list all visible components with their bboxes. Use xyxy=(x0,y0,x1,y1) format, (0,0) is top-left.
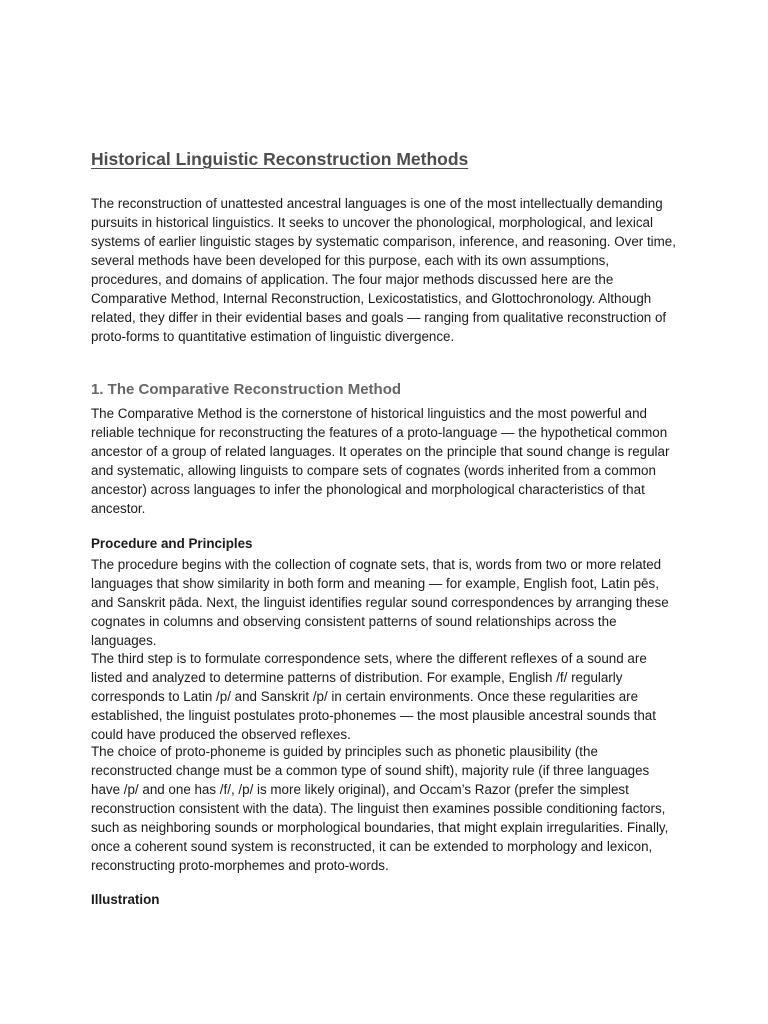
intro-paragraph: The reconstruction of unattested ancestral languages is one of the most intellectually demanding pursuits in historical linguistics. It seeks to uncover the phonological, morphological, and lexical systems of earlier linguistic stages by systematic comparison, inference, and reasoning. Over time, several methods have been developed for this purpose, each with its own assumptions, procedures, and domains of application. The four major methods discussed here are the Comparative Method, Internal Reconstruction, Lexicostatistics, and Glottochronology. Although related, they differ in their evidential bases and goals — ranging from qualitative reconstruction of proto-forms to quantitative estimation of linguistic divergence. xyxy=(91,196,676,344)
procedure-heading: Procedure and Principles xyxy=(91,536,253,551)
section-intro-paragraph: The Comparative Method is the cornerstone of historical linguistics and the most powerful and reliable technique for reconstructing the features of a proto-language — the hypothetical common ancestor of a group of related languages. It operates on the principle that sound change is regular and systematic, allowing linguists to compare sets of cognates (words inherited from a common ancestor) across languages to infer the phonological and morphological characteristics of that ancestor. xyxy=(91,406,670,516)
document-title: Historical Linguistic Reconstruction Methods xyxy=(91,149,469,169)
procedure-paragraph: The third step is to formulate correspondence sets, where the different reflexes of a sound are listed and analyzed to determine patterns of distribution. For example, English /f/ regularly corresponds to Latin /p/ and Sanskrit /p/ in certain environments. Once these regularities are established, the linguist postulates proto-phonemes — the most plausible ancestral sounds that could have produced the observed reflexes. xyxy=(91,651,656,742)
section-heading: 1. The Comparative Reconstruction Method xyxy=(91,381,402,398)
procedure-paragraph: The procedure begins with the collection of cognate sets, that is, words from two or more related languages that show similarity in both form and meaning — for example, English foot, Latin pēs, and Sanskrit pāda. Next, the linguist identifies regular sound correspondences by arranging these cognates in columns and observing consistent patterns of sound relationships across the languages. xyxy=(91,557,669,648)
illustration-heading: Illustration xyxy=(91,892,160,907)
procedure-paragraph: The choice of proto-phoneme is guided by principles such as phonetic plausibility (the reconstructed change must be a common type of sound shift), majority rule (if three languages have /p/ and one has /f/, /p/ is more likely original), and Occam’s Razor (prefer the simplest reconstruction consistent with the data). The linguist then examines possible conditioning factors, such as neighboring sounds or morphological boundaries, that might explain irregularities. Finally, once a coherent sound system is reconstructed, it can be extended to morphology and lexicon, reconstructing proto-morphemes and proto-words. xyxy=(91,744,669,873)
